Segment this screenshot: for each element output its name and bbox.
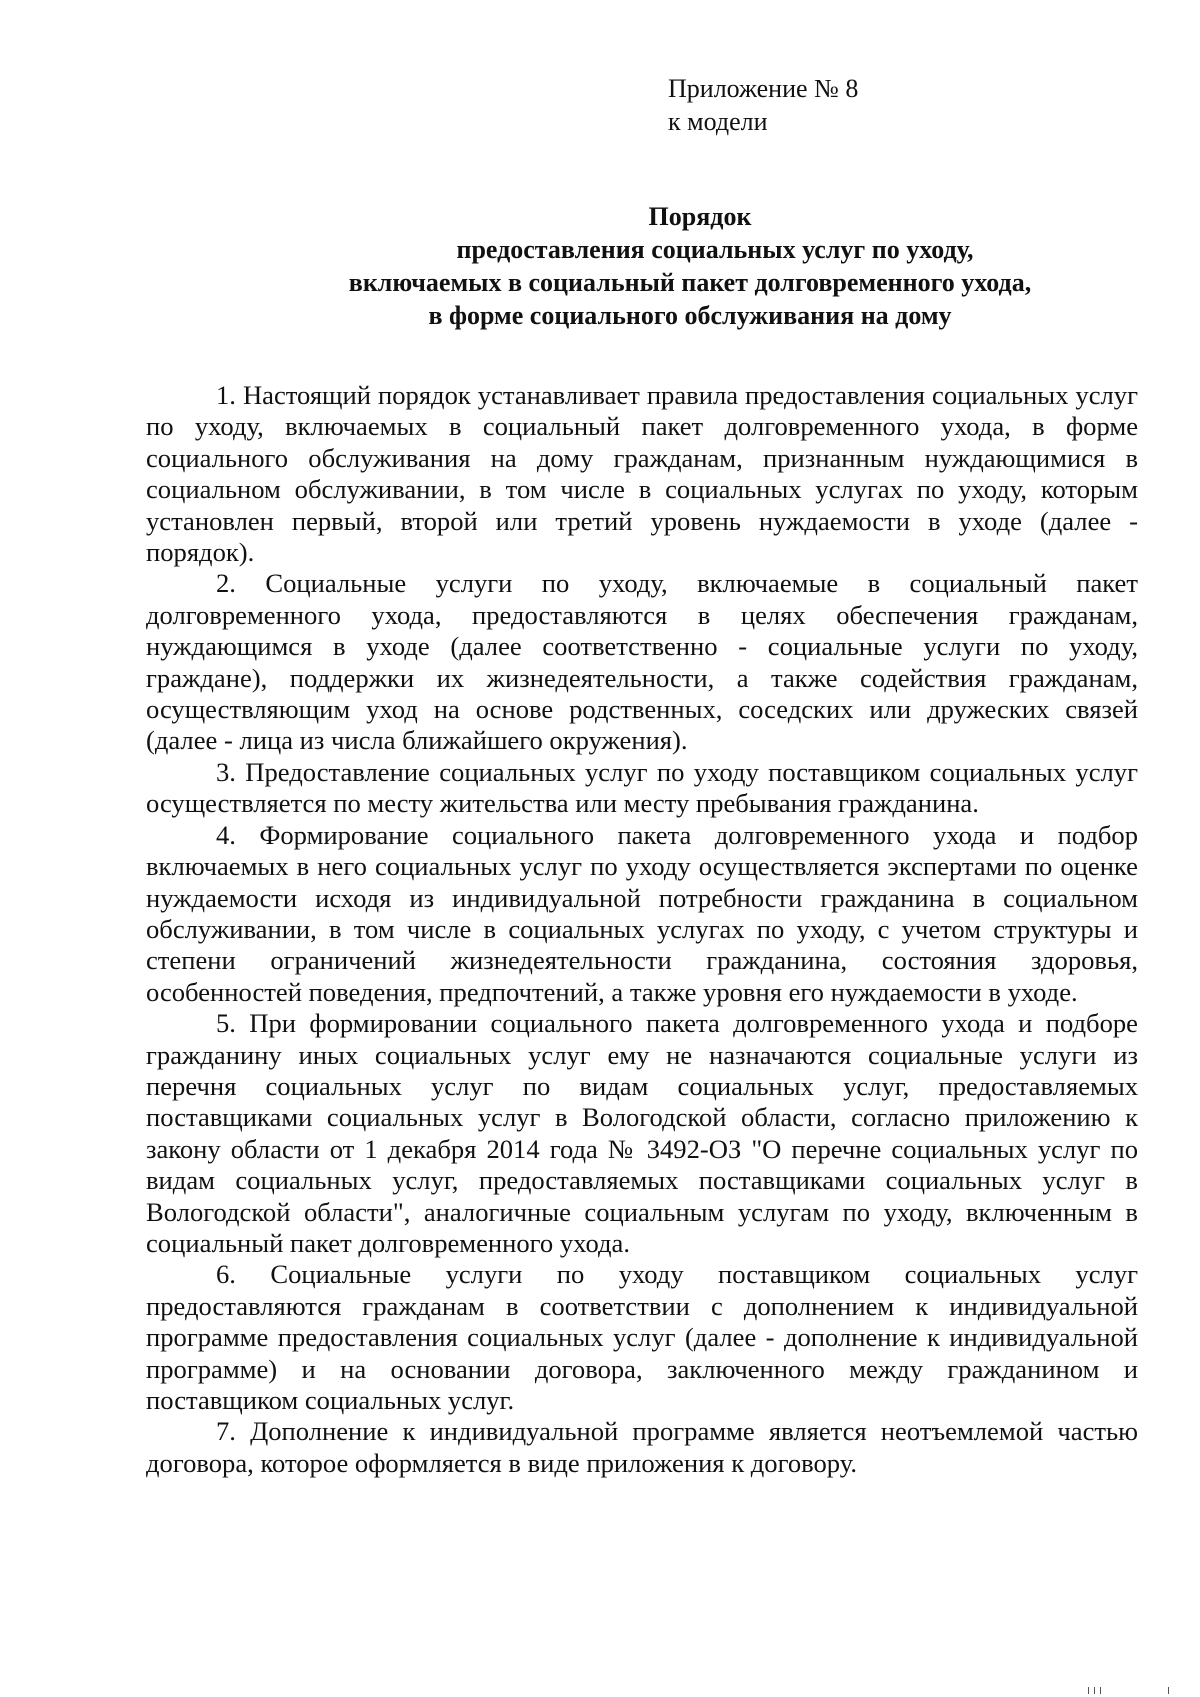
heading-line: включаемых в социальный пакет долговременного ухода, — [348, 268, 1032, 297]
appendix-reference: к модели — [668, 107, 768, 136]
paragraph-3: 3. Предоставление социальных услуг по уходу поставщиком социальных услуг осуществляется по месту жительства или месту пребывания гражданина. — [146, 756, 1138, 819]
heading-title: Порядок — [648, 202, 752, 231]
paragraph-6: 6. Социальные услуги по уходу поставщиком социальных услуг предоставляются гражданам в соответствии с дополнением к индивидуальной программе предоставления социальных услуг (далее - дополнение к индивидуальной программе) и на основании договора, заключенного между гражданином и поставщиком социальных услуг. — [146, 1259, 1138, 1415]
paragraph-5: 5. При формировании социального пакета долговременного ухода и подборе гражданину иных социальных услуг ему не назначаются социальные услуги из перечня социальных услуг по видам социальных услуг, предоставляемых поставщиками социальных услуг в Вологодской области, согласно приложению к закону области от 1 декабря 2014 года № 3492-ОЗ "О перечне социальных услуг по видам социальных услуг, предоставляемых поставщиками социальных услуг в Вологодской области", аналогичные социальным услугам по уходу, включенным в социальный пакет долговременного ухода. — [146, 1008, 1138, 1258]
appendix-note — [668, 72, 858, 138]
paragraph-7: 7. Дополнение к индивидуальной программе является неотъемлемой частью договора, которое оформляется в виде приложения к договору. — [146, 1416, 1138, 1478]
document-heading — [120, 200, 1200, 332]
heading-line: предоставления социальных услуг по уходу, — [456, 235, 974, 264]
paragraph-4: 4. Формирование социального пакета долговременного ухода и подбор включаемых в него социальных услуг по уходу осуществляется экспертами по оценке нуждаемости исходя из индивидуальной потребности гражданина в социальном обслуживании, в том числе в социальных услугах по уходу, с учетом структуры и степени ограничений жизнедеятельности гражданина, состояния здоровья, особенностей поведения, предпочтений, а также уровня его нуждаемости в уходе. — [146, 819, 1138, 1007]
paragraph-1: 1. Настоящий порядок устанавливает правила предоставления социальных услуг по уходу, включаемых в социальный пакет долговременного ухода, в форме социального обслуживания на дому гражданам, признанным нуждающимися в социальном обслуживании, в том числе в социальных услугах по уходу, которым установлен первый, второй или третий уровень нуждаемости в уходе (далее - порядок). — [146, 380, 1138, 568]
scan-artifact-marks — [1088, 1682, 1178, 1694]
appendix-number: Приложение № 8 — [668, 74, 859, 103]
paragraph-2: 2. Социальные услуги по уходу, включаемые в социальный пакет долговременного ухода, предоставляются в целях обеспечения гражданам, нуждающимся в уходе (далее соответственно - социальные услуги по уходу, граждане), поддержки их жизнедеятельности, а также содействия гражданам, осуществляющим уход на основе родственных, соседских или дружеских связей (далее - лица из числа ближайшего окружения). — [146, 568, 1138, 756]
document-body — [146, 380, 1138, 1479]
heading-line: в форме социального обслуживания на дому — [428, 301, 952, 330]
